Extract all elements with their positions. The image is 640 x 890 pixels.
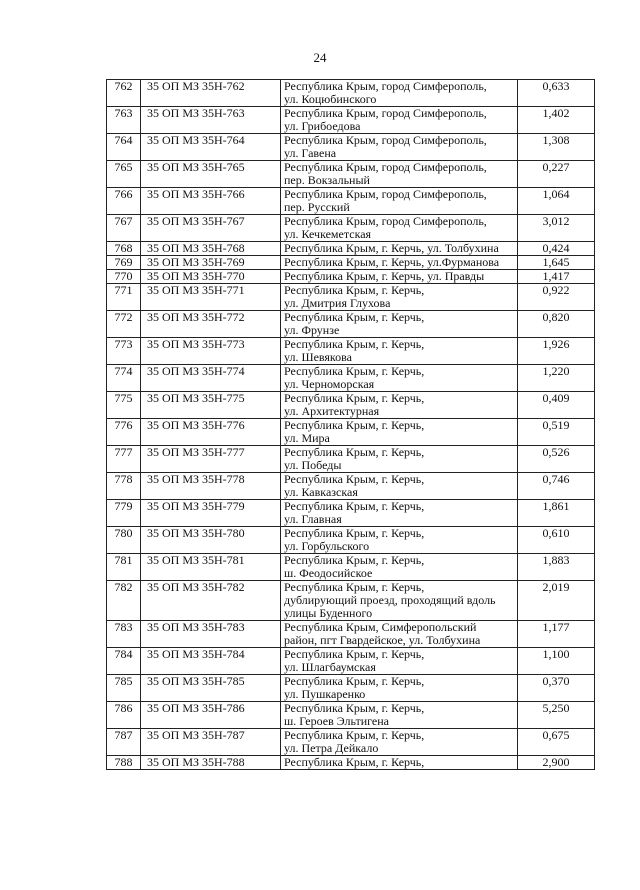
address-line: ул. Шевякова (284, 350, 352, 364)
road-length: 1,064 (518, 188, 595, 215)
road-length: 0,675 (518, 729, 595, 756)
table-row (107, 554, 595, 581)
road-address (281, 270, 518, 284)
table-row (107, 134, 595, 161)
road-length: 0,526 (518, 446, 595, 473)
row-number: 788 (107, 756, 141, 770)
road-length: 1,220 (518, 365, 595, 392)
address-line: Республика Крым, г. Керчь, (284, 310, 425, 324)
road-address (281, 256, 518, 270)
address-line: Республика Крым, город Симферополь, (284, 187, 487, 201)
road-code: 35 ОП МЗ 35Н-782 (141, 581, 281, 621)
row-number: 765 (107, 161, 141, 188)
row-number: 785 (107, 675, 141, 702)
road-code: 35 ОП МЗ 35Н-771 (141, 284, 281, 311)
road-code: 35 ОП МЗ 35Н-778 (141, 473, 281, 500)
table-row (107, 527, 595, 554)
address-line: Республика Крым, г. Керчь, (284, 526, 425, 540)
row-number: 766 (107, 188, 141, 215)
road-code: 35 ОП МЗ 35Н-763 (141, 107, 281, 134)
road-address (281, 675, 518, 702)
road-address (281, 729, 518, 756)
table-row (107, 311, 595, 338)
road-length: 3,012 (518, 215, 595, 242)
table-row (107, 702, 595, 729)
address-line: Республика Крым, г. Керчь, (284, 580, 425, 594)
road-length: 0,820 (518, 311, 595, 338)
road-code: 35 ОП МЗ 35Н-785 (141, 675, 281, 702)
table-row (107, 256, 595, 270)
address-line: Республика Крым, г. Керчь, (284, 364, 425, 378)
road-address (281, 365, 518, 392)
row-number: 771 (107, 284, 141, 311)
road-length: 1,402 (518, 107, 595, 134)
road-code: 35 ОП МЗ 35Н-780 (141, 527, 281, 554)
address-line: Республика Крым, город Симферополь, (284, 160, 487, 174)
row-number: 782 (107, 581, 141, 621)
road-code: 35 ОП МЗ 35Н-784 (141, 648, 281, 675)
road-length: 0,424 (518, 242, 595, 256)
address-line: ул. Главная (284, 512, 342, 526)
road-code: 35 ОП МЗ 35Н-775 (141, 392, 281, 419)
address-line: Республика Крым, г. Керчь, (284, 701, 425, 715)
road-address (281, 161, 518, 188)
table-row (107, 107, 595, 134)
address-line: ул. Дмитрия Глухова (284, 296, 391, 310)
road-code: 35 ОП МЗ 35Н-762 (141, 80, 281, 107)
row-number: 779 (107, 500, 141, 527)
road-code: 35 ОП МЗ 35Н-768 (141, 242, 281, 256)
road-length: 0,227 (518, 161, 595, 188)
row-number: 769 (107, 256, 141, 270)
row-number: 787 (107, 729, 141, 756)
road-code: 35 ОП МЗ 35Н-774 (141, 365, 281, 392)
row-number: 762 (107, 80, 141, 107)
row-number: 777 (107, 446, 141, 473)
road-code: 35 ОП МЗ 35Н-770 (141, 270, 281, 284)
table-row (107, 729, 595, 756)
road-address (281, 554, 518, 581)
road-address (281, 284, 518, 311)
road-length: 1,645 (518, 256, 595, 270)
row-number: 778 (107, 473, 141, 500)
road-code: 35 ОП МЗ 35Н-781 (141, 554, 281, 581)
table-row (107, 242, 595, 256)
road-length: 0,633 (518, 80, 595, 107)
address-line: Республика Крым, г. Керчь, ул.Фурманова (284, 255, 500, 269)
road-length: 0,746 (518, 473, 595, 500)
roads-table-body (107, 80, 595, 770)
road-code: 35 ОП МЗ 35Н-773 (141, 338, 281, 365)
table-row (107, 80, 595, 107)
address-line: Республика Крым, г. Керчь, ул. Правды (284, 269, 485, 283)
address-line: Республика Крым, г. Керчь, (284, 418, 425, 432)
road-length: 1,177 (518, 621, 595, 648)
row-number: 780 (107, 527, 141, 554)
row-number: 770 (107, 270, 141, 284)
road-address (281, 107, 518, 134)
address-line: Республика Крым, город Симферополь, (284, 79, 487, 93)
table-row (107, 215, 595, 242)
row-number: 772 (107, 311, 141, 338)
address-line: ул. Мира (284, 431, 330, 445)
road-code: 35 ОП МЗ 35Н-779 (141, 500, 281, 527)
road-code: 35 ОП МЗ 35Н-776 (141, 419, 281, 446)
road-length: 1,926 (518, 338, 595, 365)
row-number: 767 (107, 215, 141, 242)
address-line: Республика Крым, г. Керчь, (284, 391, 425, 405)
road-code: 35 ОП МЗ 35Н-765 (141, 161, 281, 188)
road-length: 0,519 (518, 419, 595, 446)
table-row (107, 621, 595, 648)
road-address (281, 527, 518, 554)
table-row (107, 648, 595, 675)
address-line: пер. Вокзальный (284, 173, 370, 187)
row-number: 768 (107, 242, 141, 256)
road-code: 35 ОП МЗ 35Н-786 (141, 702, 281, 729)
address-line: Республика Крым, Симферопольский (284, 620, 477, 634)
address-line: Республика Крым, г. Керчь, (284, 755, 425, 769)
road-code: 35 ОП МЗ 35Н-788 (141, 756, 281, 770)
road-length: 0,610 (518, 527, 595, 554)
road-address (281, 80, 518, 107)
road-length: 2,019 (518, 581, 595, 621)
address-line: ул. Пушкаренко (284, 687, 366, 701)
address-line: Республика Крым, г. Керчь, (284, 728, 425, 742)
table-row (107, 446, 595, 473)
address-line: ул. Петра Дейкало (284, 741, 379, 755)
address-line: ш. Феодосийское (284, 566, 373, 580)
table-row (107, 419, 595, 446)
road-length: 1,861 (518, 500, 595, 527)
road-length: 0,922 (518, 284, 595, 311)
row-number: 783 (107, 621, 141, 648)
road-address (281, 621, 518, 648)
address-line: ул. Грибоедова (284, 119, 361, 133)
road-address (281, 419, 518, 446)
road-address (281, 188, 518, 215)
address-line: ул. Победы (284, 458, 342, 472)
road-address (281, 242, 518, 256)
address-line: ул. Кавказская (284, 485, 358, 499)
table-row (107, 365, 595, 392)
address-line: ул. Коцюбинского (284, 92, 377, 106)
address-line: Республика Крым, г. Керчь, ул. Толбухина (284, 241, 499, 255)
road-code: 35 ОП МЗ 35Н-772 (141, 311, 281, 338)
road-code: 35 ОП МЗ 35Н-783 (141, 621, 281, 648)
road-length: 5,250 (518, 702, 595, 729)
address-line: Республика Крым, г. Керчь, (284, 553, 425, 567)
road-address (281, 473, 518, 500)
row-number: 775 (107, 392, 141, 419)
road-address (281, 581, 518, 621)
address-line: ул. Горбульского (284, 539, 370, 553)
road-length: 1,417 (518, 270, 595, 284)
address-line: ул. Кечкеметская (284, 227, 372, 241)
road-code: 35 ОП МЗ 35Н-777 (141, 446, 281, 473)
address-line: улицы Буденного (284, 606, 373, 620)
road-code: 35 ОП МЗ 35Н-769 (141, 256, 281, 270)
address-line: Республика Крым, город Симферополь, (284, 106, 487, 120)
road-address (281, 134, 518, 161)
road-address (281, 311, 518, 338)
address-line: Республика Крым, город Симферополь, (284, 214, 487, 228)
road-length: 1,308 (518, 134, 595, 161)
road-address (281, 500, 518, 527)
address-line: ул. Шлагбаумская (284, 660, 376, 674)
address-line: Республика Крым, г. Керчь, (284, 445, 425, 459)
road-length: 0,370 (518, 675, 595, 702)
table-row (107, 284, 595, 311)
address-line: ул. Гавена (284, 146, 337, 160)
row-number: 763 (107, 107, 141, 134)
row-number: 776 (107, 419, 141, 446)
road-length: 1,100 (518, 648, 595, 675)
road-address (281, 392, 518, 419)
address-line: ул. Фрунзе (284, 323, 340, 337)
table-row (107, 581, 595, 621)
road-code: 35 ОП МЗ 35Н-766 (141, 188, 281, 215)
address-line: Республика Крым, город Симферополь, (284, 133, 487, 147)
road-length: 2,900 (518, 756, 595, 770)
address-line: Республика Крым, г. Керчь, (284, 283, 425, 297)
page-number: 24 (313, 50, 327, 65)
address-line: Республика Крым, г. Керчь, (284, 337, 425, 351)
row-number: 781 (107, 554, 141, 581)
table-row (107, 500, 595, 527)
row-number: 784 (107, 648, 141, 675)
table-row (107, 161, 595, 188)
table-row (107, 338, 595, 365)
road-address (281, 756, 518, 770)
row-number: 786 (107, 702, 141, 729)
address-line: ш. Героев Эльтигена (284, 714, 389, 728)
table-row (107, 675, 595, 702)
road-address (281, 215, 518, 242)
road-address (281, 648, 518, 675)
address-line: Республика Крым, г. Керчь, (284, 472, 425, 486)
road-address (281, 702, 518, 729)
table-row (107, 188, 595, 215)
road-code: 35 ОП МЗ 35Н-764 (141, 134, 281, 161)
road-length: 1,883 (518, 554, 595, 581)
road-code: 35 ОП МЗ 35Н-767 (141, 215, 281, 242)
road-address (281, 446, 518, 473)
address-line: пер. Русский (284, 200, 350, 214)
address-line: дублирующий проезд, проходящий вдоль (284, 593, 496, 607)
address-line: ул. Архитектурная (284, 404, 380, 418)
row-number: 764 (107, 134, 141, 161)
road-address (281, 338, 518, 365)
address-line: район, пгт Гвардейское, ул. Толбухина (284, 633, 481, 647)
address-line: Республика Крым, г. Керчь, (284, 499, 425, 513)
roads-table (106, 79, 595, 770)
address-line: ул. Черноморская (284, 377, 375, 391)
road-code: 35 ОП МЗ 35Н-787 (141, 729, 281, 756)
row-number: 774 (107, 365, 141, 392)
address-line: Республика Крым, г. Керчь, (284, 674, 425, 688)
road-length: 0,409 (518, 392, 595, 419)
table-row (107, 756, 595, 770)
address-line: Республика Крым, г. Керчь, (284, 647, 425, 661)
table-row (107, 392, 595, 419)
row-number: 773 (107, 338, 141, 365)
table-row (107, 473, 595, 500)
table-row (107, 270, 595, 284)
